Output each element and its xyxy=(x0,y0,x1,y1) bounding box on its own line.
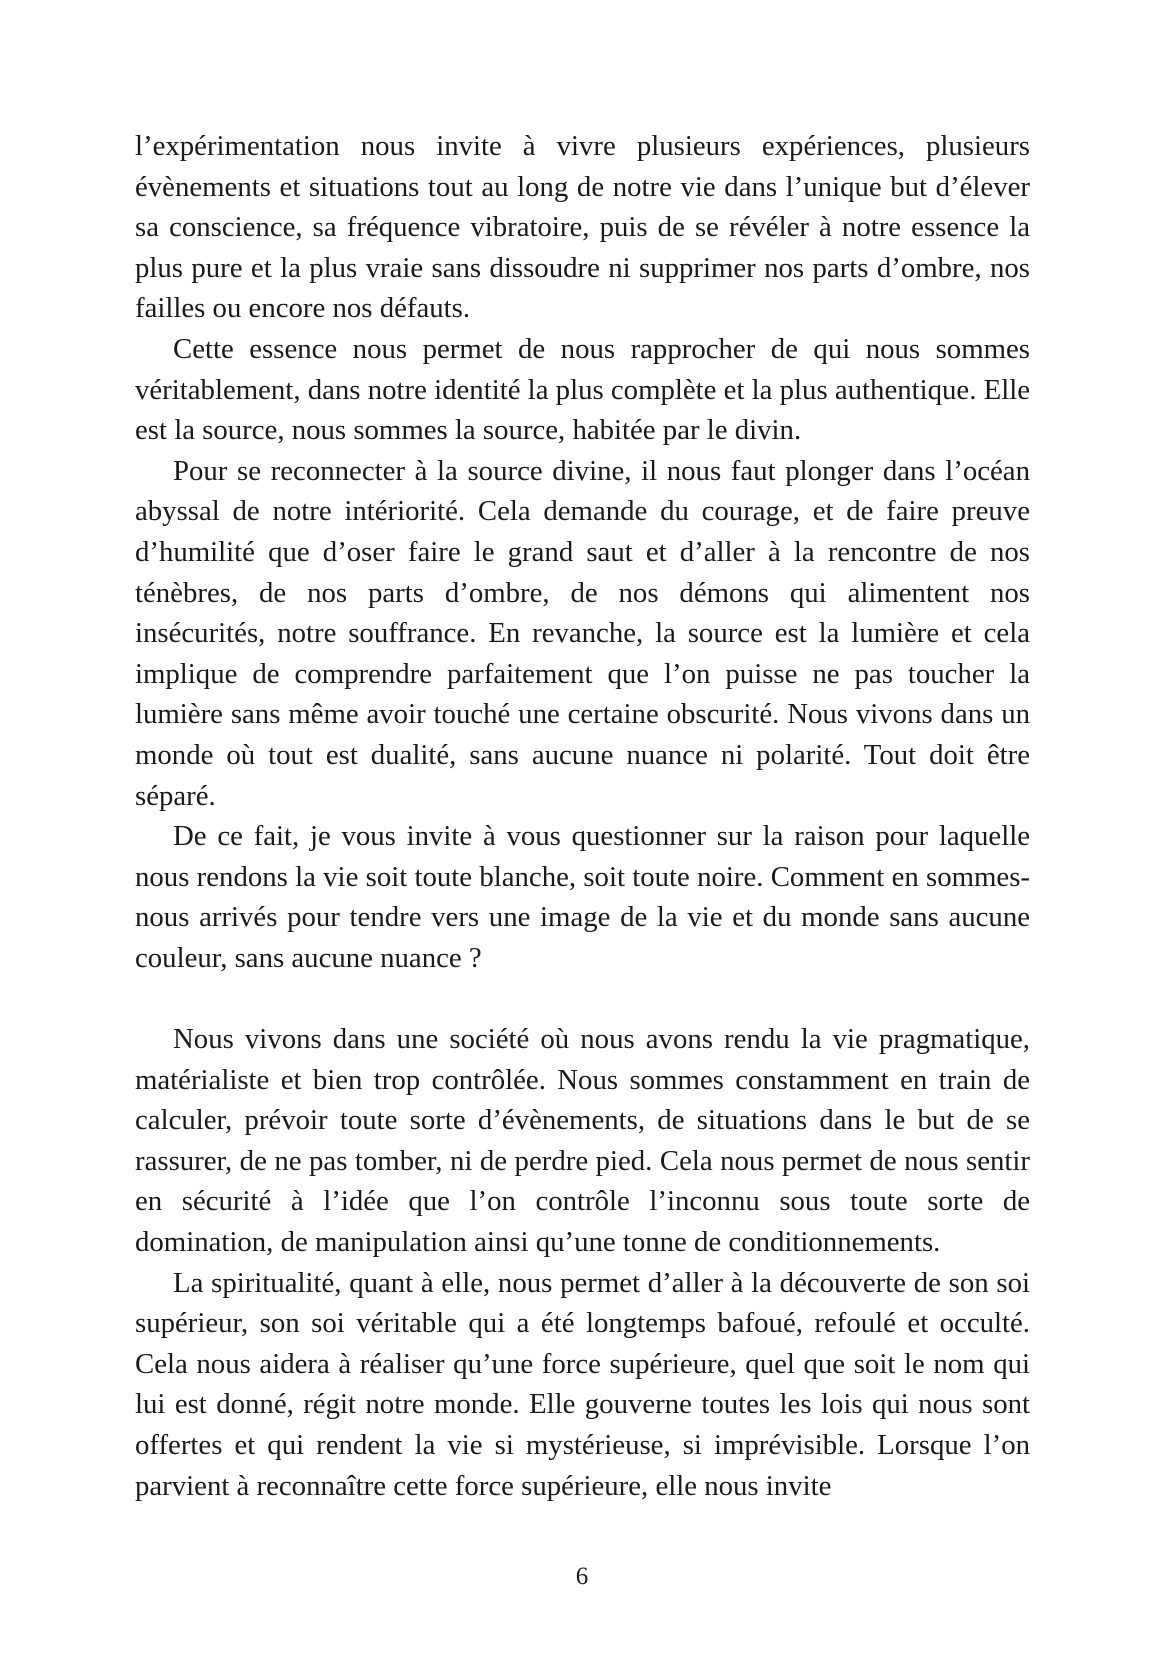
paragraph-source-divine: Pour se reconnecter à la source divine, il nous faut plonger dans l’océan abyssal de notre intériorité. Cela demande du courage, et de faire preuve d’humilité que d’oser faire le grand saut et d’aller à la rencontre de nos ténèbres, de nos parts d’ombre, de nos démons qui alimentent nos insécurités, notre souffrance. En revanche, la source est la lumière et cela implique de comprendre parfaitement que l’on puisse ne pas toucher la lumière sans même avoir touché une certaine obscurité. Nous vivons dans un monde où tout est dualité, sans aucune nuance ni polarité. Tout doit être séparé. xyxy=(135,454,1030,812)
paragraph-question: De ce fait, je vous invite à vous questionner sur la raison pour laquelle nous rendons la vie soit toute blanche, soit toute noire. Comment en sommes-nous arrivés pour tendre vers une image de la vie et du monde sans aucune couleur, sans aucune nuance ? xyxy=(135,820,1030,974)
paragraph-essence: Cette essence nous permet de nous rapprocher de qui nous sommes véritablement, dans notre identité la plus complète et la plus authentique. Elle est la source, nous sommes la source, habitée par le divin. xyxy=(135,332,1030,447)
paragraph-continuation: l’expérimentation nous invite à vivre plusieurs expériences, plusieurs évènements et situations tout au long de notre vie dans l’unique but d’élever sa conscience, sa fréquence vibratoire, puis de se révéler à notre essence la plus pure et la plus vraie sans dissoudre ni supprimer nos parts d’ombre, nos failles ou encore nos défauts. xyxy=(135,130,1030,325)
paragraph-spirituality: La spiritualité, quant à elle, nous permet d’aller à la découverte de son soi supérieur, son soi véritable qui a été longtemps bafoué, refoulé et occulté. Cela nous aidera à réaliser qu’une force supérieure, quel que soit le nom qui lui est donné, régit notre monde. Elle gouverne toutes les lois qui nous sont offertes et qui rendent la vie si mystérieuse, si imprévisible. Lorsque l’on parvient à reconnaître cette force supérieure, elle nous invite xyxy=(135,1266,1030,1502)
section-break xyxy=(135,978,1030,1019)
body-text xyxy=(135,126,1030,1506)
paragraph-society: Nous vivons dans une société où nous avons rendu la vie pragmatique, matérialiste et bien trop contrôlée. Nous sommes constamment en train de calculer, prévoir toute sorte d’évènements, de situations dans le but de se rassurer, de ne pas tomber, ni de perdre pied. Cela nous permet de nous sentir en sécurité à l’idée que l’on contrôle l’inconnu sous toute sorte de domination, de manipulation ainsi qu’une tonne de conditionnements. xyxy=(135,1023,1030,1259)
page-number: 6 xyxy=(575,1563,589,1590)
